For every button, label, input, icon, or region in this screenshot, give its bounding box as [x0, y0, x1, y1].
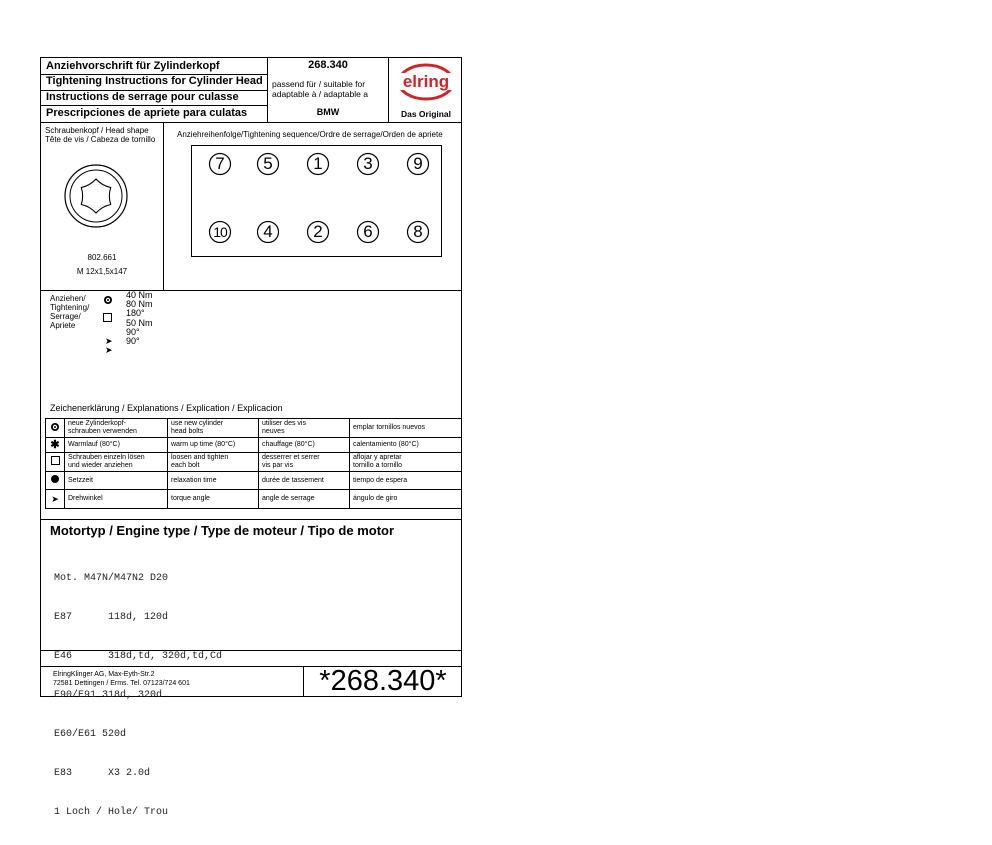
- engine-line: E83 X3 2.0d: [54, 768, 151, 779]
- elring-logo: [396, 62, 456, 102]
- step-value: 90°: [126, 336, 140, 347]
- step-value: 180°: [126, 308, 145, 319]
- bolt-position: [356, 220, 380, 244]
- logo-caption: Das Original: [400, 109, 452, 119]
- bolt-position: [306, 152, 330, 176]
- step-value: 50 Nm: [126, 317, 153, 328]
- logo-text: elring: [402, 72, 450, 91]
- torque-angle-icon: ➤: [105, 336, 113, 346]
- bolt-position: [208, 220, 232, 244]
- bolt-position: [406, 152, 430, 176]
- legend-row: ➤ Drehwinkel torque angle angle de serrage ángulo de giro: [46, 490, 462, 509]
- legend-table: [45, 418, 462, 509]
- legend-title: Zeichenerklärung / Explanations / Explication / Explicacion: [50, 403, 283, 413]
- torque-angle-icon: ➤: [46, 490, 65, 509]
- sequence-number: 4: [263, 222, 273, 241]
- engine-line: 1 Loch / Hole/ Trou: [54, 807, 169, 818]
- loosen-retighten-icon: [46, 453, 65, 472]
- bolt-position: [208, 152, 232, 176]
- title-es: Prescripciones de apriete para culatas: [46, 107, 248, 119]
- legend-row: Schrauben einzeln lösen und wieder anziehen loosen and tighten each bolt desserrer et serrer vis par vis aflojar y apretar tornillo a tornillo: [46, 453, 462, 472]
- engine-line: E46 318d,td, 320d,td,Cd: [54, 651, 223, 662]
- engine-line: Mot. M47N/M47N2 D20: [54, 573, 169, 584]
- engine-type-title: Motortyp / Engine type / Type de moteur / Tipo de motor: [50, 523, 395, 538]
- sequence-number: 8: [413, 222, 423, 241]
- engine-line: E87 118d, 120d: [54, 612, 169, 623]
- bolt-position: [356, 152, 380, 176]
- relaxation-time-icon: [46, 472, 65, 490]
- step-value: 90°: [126, 326, 140, 337]
- step-value: 40 Nm: [126, 290, 153, 300]
- sequence-label: Anziehreihenfolge/Tightening sequence/Ordre de serrage/Orden de apriete: [177, 130, 443, 139]
- address-line: 72581 Dettingen / Erms. Tel. 07123/724 601: [53, 679, 190, 687]
- new-bolt-icon: [46, 419, 65, 438]
- torx-bolt-head-icon: [61, 163, 131, 229]
- address-line: ElringKlinger AG, Max-Eyth-Str.2: [53, 671, 155, 678]
- warm-up-icon: ✱: [46, 438, 65, 453]
- loosen-retighten-icon: [103, 313, 112, 322]
- title-fr: Instructions de serrage pour culasse: [46, 91, 239, 103]
- title-en: Tightening Instructions for Cylinder Head: [46, 75, 263, 87]
- sequence-number: 5: [263, 154, 273, 173]
- legend-row: Setzzeit relaxation time durée de tassement tiempo de espera: [46, 472, 462, 490]
- bolt-size: M 12x1,5x147: [76, 267, 128, 276]
- torque-angle-icon: ➤: [105, 345, 113, 355]
- suitable-line-1: passend für / suitable for: [272, 79, 366, 89]
- new-bolt-icon: [103, 292, 113, 302]
- engine-line: E90/E91 318d, 320d: [54, 690, 163, 701]
- legend-row: ✱ Warmlauf (80°C) warm up time (80°C) chauffage (80°C) calentamiento (80°C): [46, 438, 462, 453]
- legend-row: neue Zylinderkopf- schrauben verwenden use new cylinder head bolts utiliser des vis neuves emplar tornillos nuevos: [46, 419, 462, 438]
- part-number: 268.340: [308, 59, 348, 71]
- bolt-sequence-diagram: [191, 145, 442, 257]
- vehicle-make: BMW: [316, 107, 340, 117]
- bolt-position: [256, 152, 280, 176]
- sequence-number: 6: [363, 222, 373, 241]
- step-value: 80 Nm: [126, 299, 153, 310]
- sequence-number: 9: [413, 154, 423, 173]
- sequence-number: 10: [213, 224, 227, 240]
- title-de: Anziehvorschrift für Zylinderkopf: [46, 60, 220, 72]
- sequence-number: 3: [363, 154, 373, 173]
- engine-line: E60/E61 520d: [54, 729, 127, 740]
- engine-list: [54, 546, 222, 845]
- sequence-number: 2: [313, 222, 323, 241]
- bolt-position: [306, 220, 330, 244]
- bolt-number: 802.661: [87, 253, 117, 262]
- suitable-line-2: adaptable à / adaptable a: [272, 89, 368, 99]
- part-code: *268.340*: [319, 665, 447, 697]
- bolt-position: [406, 220, 430, 244]
- sequence-number: 1: [313, 154, 323, 173]
- tightening-values: [126, 291, 153, 346]
- instruction-sheet: [40, 57, 462, 818]
- head-shape-label-2: Tête de vis / Cabeza de tornillo: [45, 135, 156, 144]
- sequence-number: 7: [215, 154, 225, 173]
- head-shape-label: Schraubenkopf / Head shape: [45, 126, 149, 135]
- company-address: [53, 671, 190, 688]
- tightening-label: Anziehen/ Tightening/ Serrage/ Apriete: [50, 294, 90, 330]
- bolt-position: [256, 220, 280, 244]
